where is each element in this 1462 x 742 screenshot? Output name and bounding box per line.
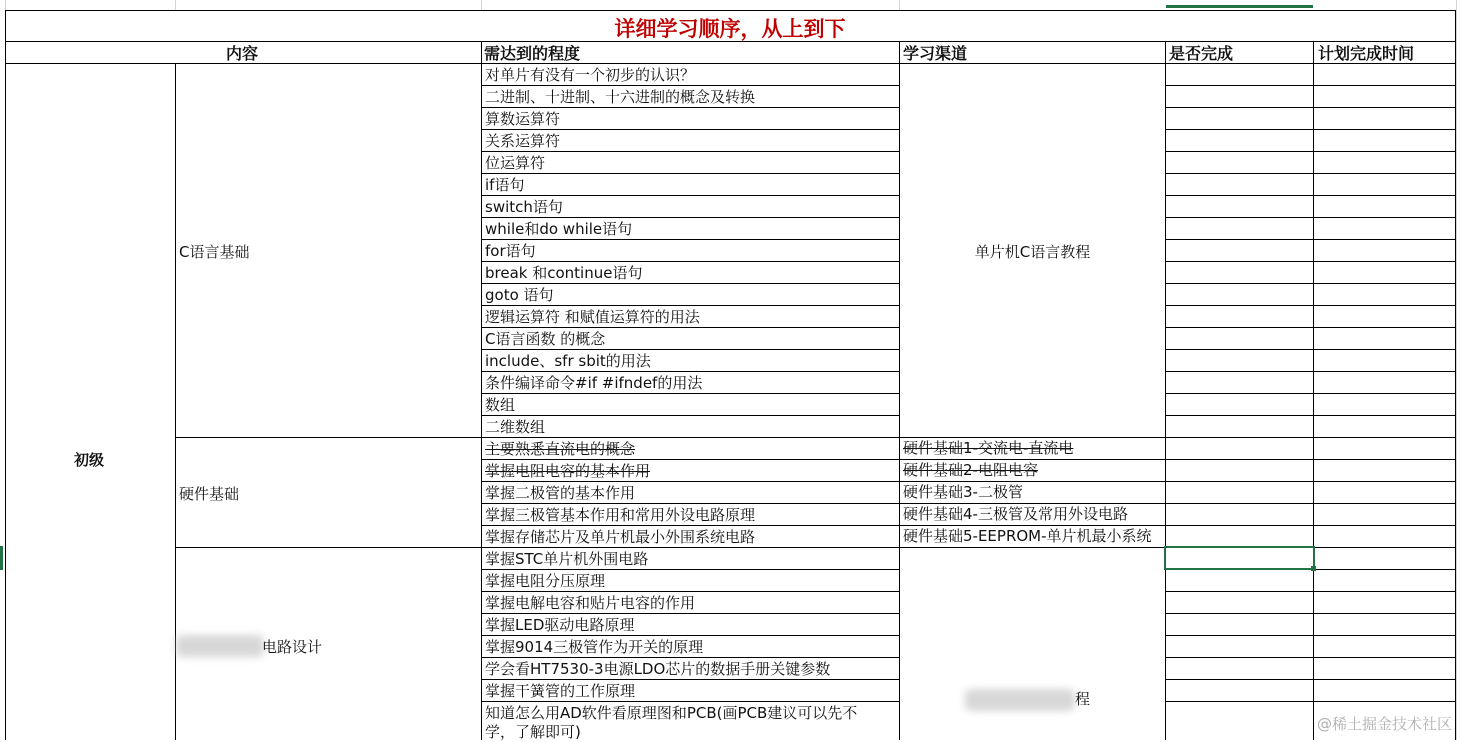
section-hardware[interactable]: 硬件基础 <box>179 485 240 503</box>
degree-cell[interactable]: 学会看HT7530-3电源LDO芯片的数据手册关键参数 <box>485 660 831 678</box>
blurred-region <box>176 635 264 657</box>
degree-cell[interactable]: 知道怎么用AD软件看原理图和PCB(画PCB建议可以先不 <box>485 704 858 722</box>
degree-cell-continued[interactable]: 学，了解即可) <box>485 723 581 741</box>
header-plan-time[interactable]: 计划完成时间 <box>1318 44 1415 63</box>
hardware-channel-cell[interactable]: 硬件基础5-EEPROM-单片机最小系统 <box>903 527 1152 545</box>
header-channel[interactable]: 学习渠道 <box>903 44 968 63</box>
degree-cell[interactable]: 二维数组 <box>485 418 546 436</box>
degree-cell[interactable]: 掌握STC单片机外围电路 <box>485 550 649 568</box>
degree-cell[interactable]: 掌握电阻分压原理 <box>485 572 606 590</box>
degree-cell[interactable]: 位运算符 <box>485 154 546 172</box>
channel-c-language[interactable]: 单片机C语言教程 <box>974 243 1091 261</box>
degree-cell[interactable]: 对单片有没有一个初步的认识？ <box>485 66 696 84</box>
level-cell[interactable]: 初级 <box>74 451 105 469</box>
section-c-language[interactable]: C语言基础 <box>179 243 250 261</box>
section-circuit-design[interactable]: 电路设计 <box>262 638 323 656</box>
header-done[interactable]: 是否完成 <box>1169 44 1234 63</box>
hardware-channel-cell[interactable]: 硬件基础2-电阻电容 <box>903 461 1038 479</box>
degree-cell[interactable]: 掌握电解电容和贴片电容的作用 <box>485 594 696 612</box>
hardware-channel-cell[interactable]: 硬件基础4-三极管及常用外设电路 <box>903 505 1128 523</box>
degree-cell[interactable]: break 和continue语句 <box>485 264 643 282</box>
degree-cell[interactable]: 掌握电阻电容的基本作用 <box>485 462 651 480</box>
degree-cell[interactable]: 掌握LED驱动电路原理 <box>485 616 635 634</box>
degree-cell[interactable]: 条件编译命令#if #ifndef的用法 <box>485 374 703 392</box>
row-indicator <box>0 546 3 570</box>
selected-cell[interactable] <box>1164 546 1315 570</box>
top-selection-indicator <box>1166 5 1313 8</box>
degree-cell[interactable]: 数组 <box>485 396 516 414</box>
channel-circuit-design[interactable]: 程 <box>1075 690 1091 708</box>
degree-cell[interactable]: 掌握干簧管的工作原理 <box>485 682 636 700</box>
degree-cell[interactable]: while和do while语句 <box>485 220 633 238</box>
degree-cell[interactable]: include、sfr sbit的用法 <box>485 352 651 370</box>
degree-cell[interactable]: switch语句 <box>485 198 563 216</box>
degree-cell[interactable]: 掌握9014三极管作为开关的原理 <box>485 638 704 656</box>
header-content[interactable]: 内容 <box>226 44 259 63</box>
fill-handle[interactable] <box>1311 566 1316 571</box>
header-degree[interactable]: 需达到的程度 <box>484 44 581 63</box>
degree-cell[interactable]: goto 语句 <box>485 286 554 304</box>
degree-cell[interactable]: C语言函数 的概念 <box>485 330 606 348</box>
degree-cell[interactable]: 逻辑运算符 和赋值运算符的用法 <box>485 308 700 326</box>
degree-cell[interactable]: if语句 <box>485 176 525 194</box>
degree-cell[interactable]: 关系运算符 <box>485 132 561 150</box>
sheet-title: 详细学习顺序，从上到下 <box>614 16 846 41</box>
degree-cell[interactable]: 算数运算符 <box>485 110 561 128</box>
degree-cell[interactable]: 掌握二极管的基本作用 <box>485 484 636 502</box>
degree-cell[interactable]: 掌握存储芯片及单片机最小外围系统电路 <box>485 528 756 546</box>
degree-cell[interactable]: 主要熟悉直流电的概念 <box>485 440 636 458</box>
degree-cell[interactable]: 掌握三极管基本作用和常用外设电路原理 <box>485 506 756 524</box>
hardware-channel-cell[interactable]: 硬件基础1-交流电-直流电 <box>903 439 1074 457</box>
blurred-region-2 <box>965 689 1075 711</box>
degree-cell[interactable]: for语句 <box>485 242 536 260</box>
hardware-channel-cell[interactable]: 硬件基础3-二极管 <box>903 483 1023 501</box>
degree-cell[interactable]: 二进制、十进制、十六进制的概念及转换 <box>485 88 756 106</box>
watermark: @稀土掘金技术社区 <box>1316 715 1452 733</box>
